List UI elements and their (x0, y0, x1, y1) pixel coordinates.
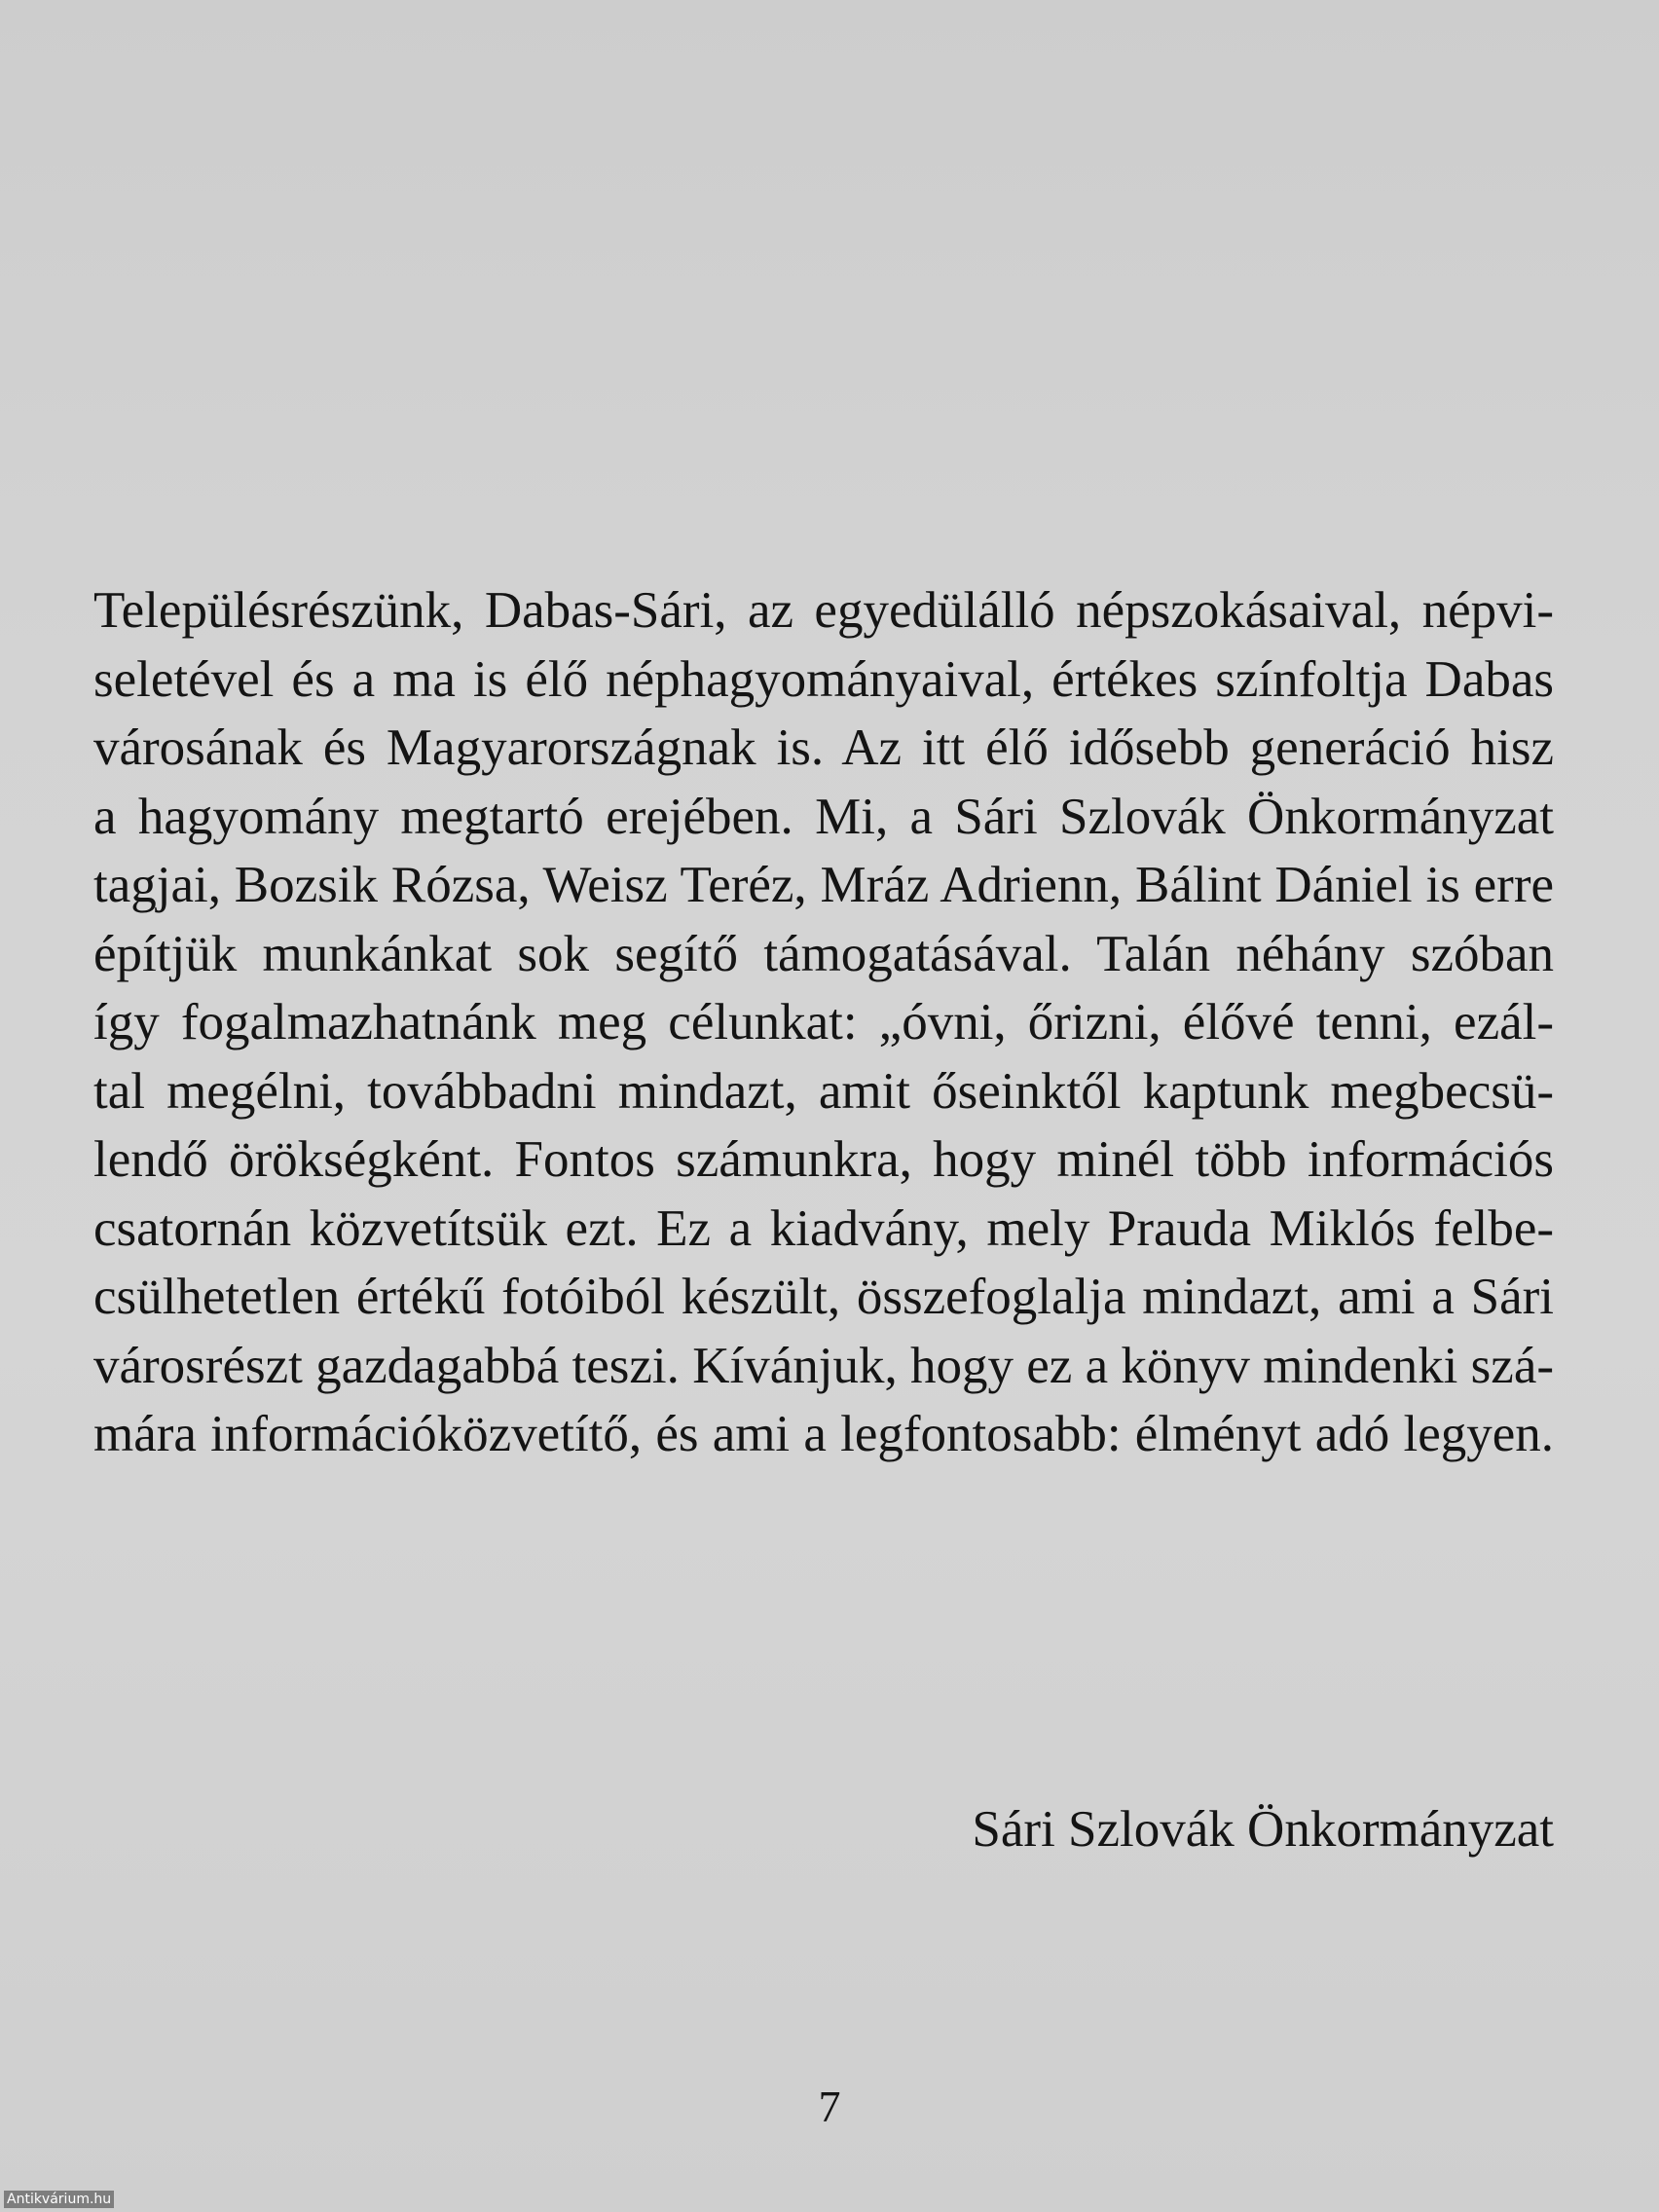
text-line: lendő örökségként. Fontos számunkra, hogy minél több információs (93, 1131, 1554, 1188)
text-line: tal megélni, továbbadni mindazt, amit őseinktől kaptunk megbecsü- (93, 1062, 1554, 1120)
text-line: építjük munkánkat sok segítő támogatásával. Talán néhány szóban (93, 925, 1554, 982)
text-line: tagjai, Bozsik Rózsa, Weisz Teréz, Mráz Adrienn, Bálint Dániel is erre (93, 857, 1554, 913)
text-line: városának és Magyarországnak is. Az itt élő idősebb generáció hisz (93, 719, 1554, 776)
text-line: városrészt gazdagabbá teszi. Kívánjuk, hogy ez a könyv mindenki szá- (93, 1337, 1554, 1394)
text-line: így fogalmazhatnánk meg célunkat: „óvni, őrizni, élővé tenni, ezál- (93, 994, 1554, 1051)
body-paragraph (93, 576, 1554, 1469)
signature: Sári Szlovák Önkormányzat (972, 1801, 1554, 1858)
text-line: csatornán közvetítsük ezt. Ez a kiadvány, mely Prauda Miklós felbe- (93, 1199, 1554, 1257)
text-line: mára információközvetítő, és ami a legfontosabb: élményt adó legyen. (93, 1406, 1554, 1462)
text-line: csülhetetlen értékű fotóiból készült, összefoglalja mindazt, ami a Sári (93, 1269, 1554, 1325)
page-number: 7 (818, 2082, 841, 2131)
text-line: seletével és a ma is élő néphagyományaival, értékes színfoltja Dabas (93, 650, 1554, 708)
watermark: Antikvárium.hu (4, 2191, 114, 2208)
text-line: a hagyomány megtartó erejében. Mi, a Sári Szlovák Önkormányzat (93, 788, 1554, 845)
text-line: Településrészünk, Dabas-Sári, az egyedülálló népszokásaival, népvi- (93, 582, 1554, 639)
